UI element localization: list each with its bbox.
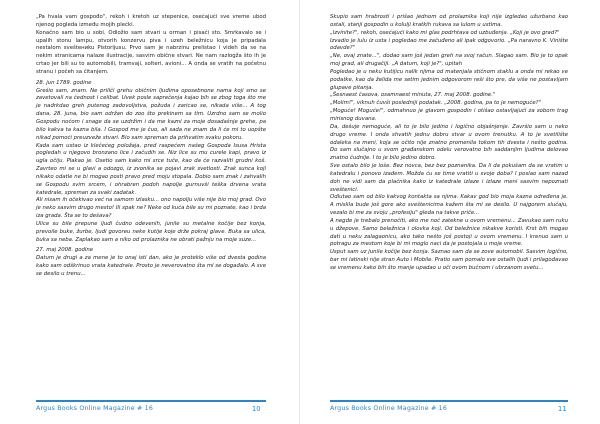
left-footer-title: Argus Books Online Magazine # 16 (36, 405, 154, 412)
right-page-number: 11 (558, 405, 567, 413)
right-footer-title: Argus Books Online Magazine # 16 (330, 405, 448, 412)
paragraph: Da, dešuje nemoguće, ali to je bilo jedino i logično objašnjenje. Završio sam u neko drugo vreme. I onda shvatih jednu dobru stvar u ovom trenutku. A to je svetilište odaleka na meni, koja se očito nije znatno promenila tokom tih dvesta i nešto godina. Do sam slučajno u svom građanskom odelu verovatno bih saddanjim ljudima delovao znatno čudnije. I to je bilo jedino dobro. (330, 123, 568, 162)
paragraph: Ulice su bile prepune ljudi čudno odevenih, junile su metalne kočije bez konja, prevoile buke, žurbe, ljudi govoreu neke kutije koje drže pokraj glave. Buka sa ulica, buka sa neba. Zaplakao sam a niko od prolaznika ne obrati pažnju na moje suze... (36, 220, 266, 243)
paragraph: „Molim!", viknuh čuvši posledniji podatak. „2008. godina, pa to je nemoguće?" (330, 100, 541, 107)
paragraph: Sve ostalo bilo je loše. Bez novca, bez bez poznanika. Da li da pokušam da se vratim u katedralu i ponovo izađem. Možda ću se time vratiti u svoje doba? I poslao sam nazad doh ne vidi sam da plačnika kako iz katedrale izlaze i izlaze meni sasvim nepoznati sveštenici. (330, 163, 568, 193)
paragraph: Ali nisam ih očekivao već na samom izlasku... ono napolju više nije bio moj grad. Ovo je neko sasvim drugo mesto! Ili spak ne? Neke od kuća bile su mi poznate, kao i brda iza grada. Šta se to dešava? (36, 197, 266, 220)
paragraph: 27. maj 2008. godine (36, 247, 94, 254)
paragraph: Konačno sam bio u sobi. Odložio sam stvari u orman i pisaći sto. Smrkavalo se i upalih stonu lampu, otvorih konzervu piva i uzeh beležnicu koja je pripadala nestalom sveštениku Pistorijusu. Prvo sam je nabrzinu prelistao i videh da se na nekim stranicama nalaze ilustracije, sasvim obične stvari. Ne nam razlogža što ih je crtao jer bili su to automobili, tramvaji, solteri, avioni... A onda se vratih na početnu stranu i počeh sa čitanjem. (36, 29, 266, 75)
paragraph: 28. jun 1789. godine (36, 79, 92, 86)
right-footer-rule (330, 400, 568, 402)
paragraph: „Moguće! Moguće!", odmahnuo je glavom gospodin i otišao ostavljajući za sobom trag mirisnog duvana. (330, 108, 568, 122)
paragraph: A negde je trebalo prenoćiti, ako me noć zatekne u ovom vremenu... Zavukao sam ruku u džepove. Samo beležnica i olovka koji. Od beležnice nikakve koristi. Krst bih mogao dati u neku zalagaonicu, ako tako nešto još postoji u ovom vremenu. I krenuo sam u potragu za mestom koje bi mi moglo naci da je postojala u moje vreme. (330, 217, 568, 248)
paragraph: „Pa hvala vam gospođo", rekoh i kretoh uz stepenice, osećajući sve vreme ubod njenog pogleda između mojih plećki. (36, 14, 266, 28)
paragraph: Kada sam ustao iz klečećeg položaja, pred raspećem našeg Gospoda Isusa Hrista pogledah u njegovo bronzano lice i začudih se. Niz lice su mu curele kapi, pravo iz ugla očiju. Plakao je. Osetio sam kako mi srce tuče, kao da će razvaliti grudni koš. Zavrteo mi se u glavi a odozgo, iz zvonika se pojavi zrak svetlosti. Zrak sunca koji nikako odatle ne bi mogao posti pravo pred moju stopala. Dobio sam znak i zahvalih se Gospodu svim srcem, i ohrabren podoh napolje gurnuvši teška drvena vrata katedrale, spreman za svaki zadatak. (36, 142, 266, 196)
paragraph: Grešio sam, znam. Ne priliči grehu običnim ljudima oposebnone nama koji smo se zavetovali na čednost i celibat. Uvek posle saprečenja kajao bih se zbog toga što me je nadrkdao greh putenog zadovoljstva, požuda i zaricao se, nikada više... A tog dana, 28. juna, bio sam održan do zoo što prekinem sa tim. Uzrdno sam se molio Gospodu noćom i snage da se uzdržim i da me kazni za moje dosadašnje grehe, pa bilo kakva ta kazna bila. I Gospod me je čuo, ali sada ne znam da li ćе mi to uopšte nikad pomoći preuzveže stvari. Bio sam spreman da prihvatim svaku pokoru. (36, 87, 266, 141)
right-page (300, 0, 600, 424)
paragraph: Usput sam uz junile kočije bez konja. Saznao sam da se zove automobil. Sasvim logično, bar mi latinski nije stran Auto i Mobile. Pratio sam pomalo sve ostalih ljudi i prilagođavao se vremenu kako bih što manje upadao u oči ovom bučnom i ubrzanom svetu... (330, 249, 568, 271)
paragraph: „Izvinite?", rekoh, osećajući kako mi glas podrhtava od uzbuđenja. „Koji je ovo grad?" (330, 29, 560, 36)
left-page-body (36, 14, 266, 279)
paragraph: „Šesnaest časova, osamnaest minuta, 27. maj 2008. godine." (330, 92, 496, 99)
left-page-number: 10 (252, 405, 261, 413)
left-footer-rule (36, 400, 266, 402)
paragraph: „Ne, ovaj znate...", dodao sam još jedan greh na svoj račun. Slagao sam. Bio je to opak moj grad, ali drugačiji. „A datum, koji je?", upitah (330, 53, 568, 68)
right-page-body (330, 14, 568, 273)
paragraph: Odlutao sam od bilo kakvog kontakta sa njima. Kakav god bio moja kazna određena je. A mislila bude još gore ako sveštenicima kažem šta mi se desilo. U najgorem slučaju, vezalo bi me za svoju „profesiju" gleda na takve priče... (330, 194, 568, 217)
paragraph: Skupio sam hrabrosti i prišao jednom od prolaznika koji nije izgledao užurbano kao ostali, stanji gospodin u kolulji kratkih rukava sa lulom u ustima. (330, 14, 568, 28)
paragraph: Pogledao je u neku kutijicu nalik njima od matenjala stičnom staklu a onda mi rekao ve podatke, kao da želida me setim jednim odgovorom reši što pre, da više ne postavljam glupave pitanja. (330, 68, 568, 91)
paragraph: Datum je drugi a za mene je to onaj isti dan, ako je proteklo više od dvesta godina kako sam odškrinuo vrata katedrale. Prosto je neverovatno šta mi se događalo. A sve se desilo u trenu... (36, 255, 266, 277)
paragraph: Izvadio je lulu iz usta i pogledao me začuđeno ali ipak odgovorio. „Pa naravno K. Vinište odavde?" (330, 37, 568, 52)
